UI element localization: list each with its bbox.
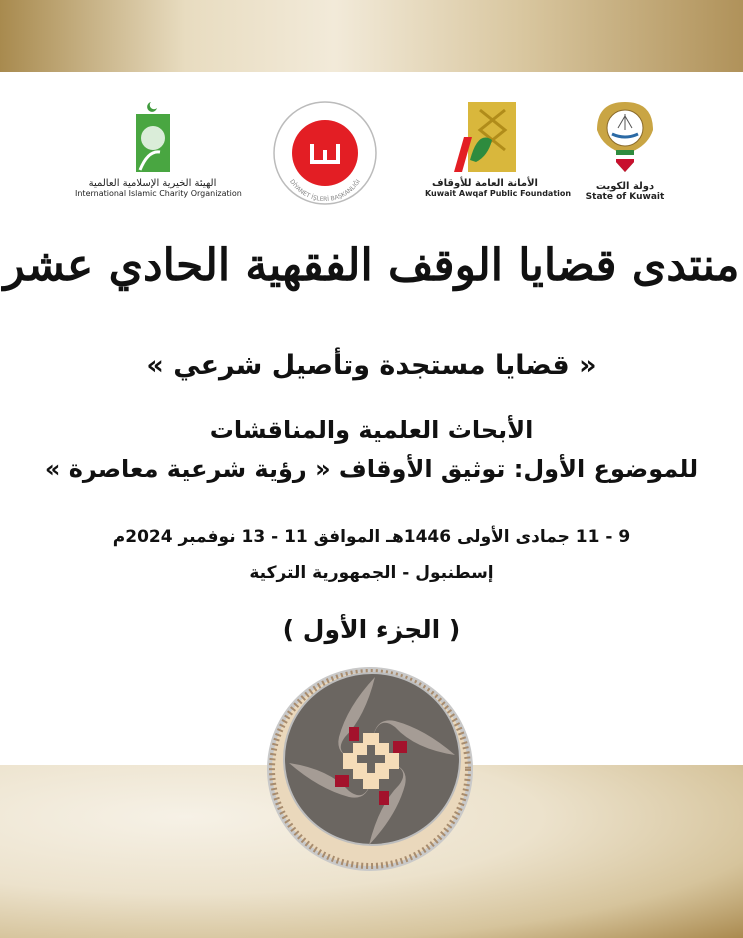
volume-label: ( الجزء الأول ) [282,615,461,644]
top-gold-band [0,0,743,72]
awqaf-logo [425,100,572,199]
kuwait-logo [580,100,670,202]
svg-text:DİYANET İŞLERİ BAŞKANLIĞI: DİYANET İŞLERİ BAŞKANLIĞI [288,178,362,204]
iico-arabic-name: الهيئة الخيرية الإسلامية العالمية [88,178,217,189]
kuwait-arabic-name: دولة الكويت [595,181,655,192]
event-date: 9 - 11 جمادى الأولى 1446هـ الموافق 11 - 13 نوفمبر 2024م [112,527,631,547]
heading-research: الأبحاث العلمية والمناقشات [209,416,534,444]
awqaf-english-name: Kuwait Awqaf Public Foundation [425,189,572,198]
kuwait-coat-of-arms-icon [592,100,658,178]
heading-topic: للموضوع الأول: توثيق الأوقاف « رؤية شرعية معاصرة » [44,455,699,483]
forum-emblem-icon [265,665,475,873]
iico-english-name: International Islamic Charity Organization [75,189,242,198]
event-place: إسطنبول - الجمهورية التركية [249,563,494,583]
forum-title: منتدى قضايا الوقف الفقهية الحادي عشر [3,240,740,291]
iico-logo [75,100,242,199]
diyanet-logo [270,100,380,210]
diyanet-seal-icon [272,100,378,206]
kuwait-english-name: State of Kuwait [585,192,665,202]
awqaf-emblem-icon [450,100,520,175]
forum-subtitle: « قضايا مستجدة وتأصيل شرعي » [146,350,597,381]
partner-logos [60,100,700,210]
iico-emblem-icon [128,100,178,175]
awqaf-arabic-name: الأمانة العامة للأوقاف [432,178,538,189]
